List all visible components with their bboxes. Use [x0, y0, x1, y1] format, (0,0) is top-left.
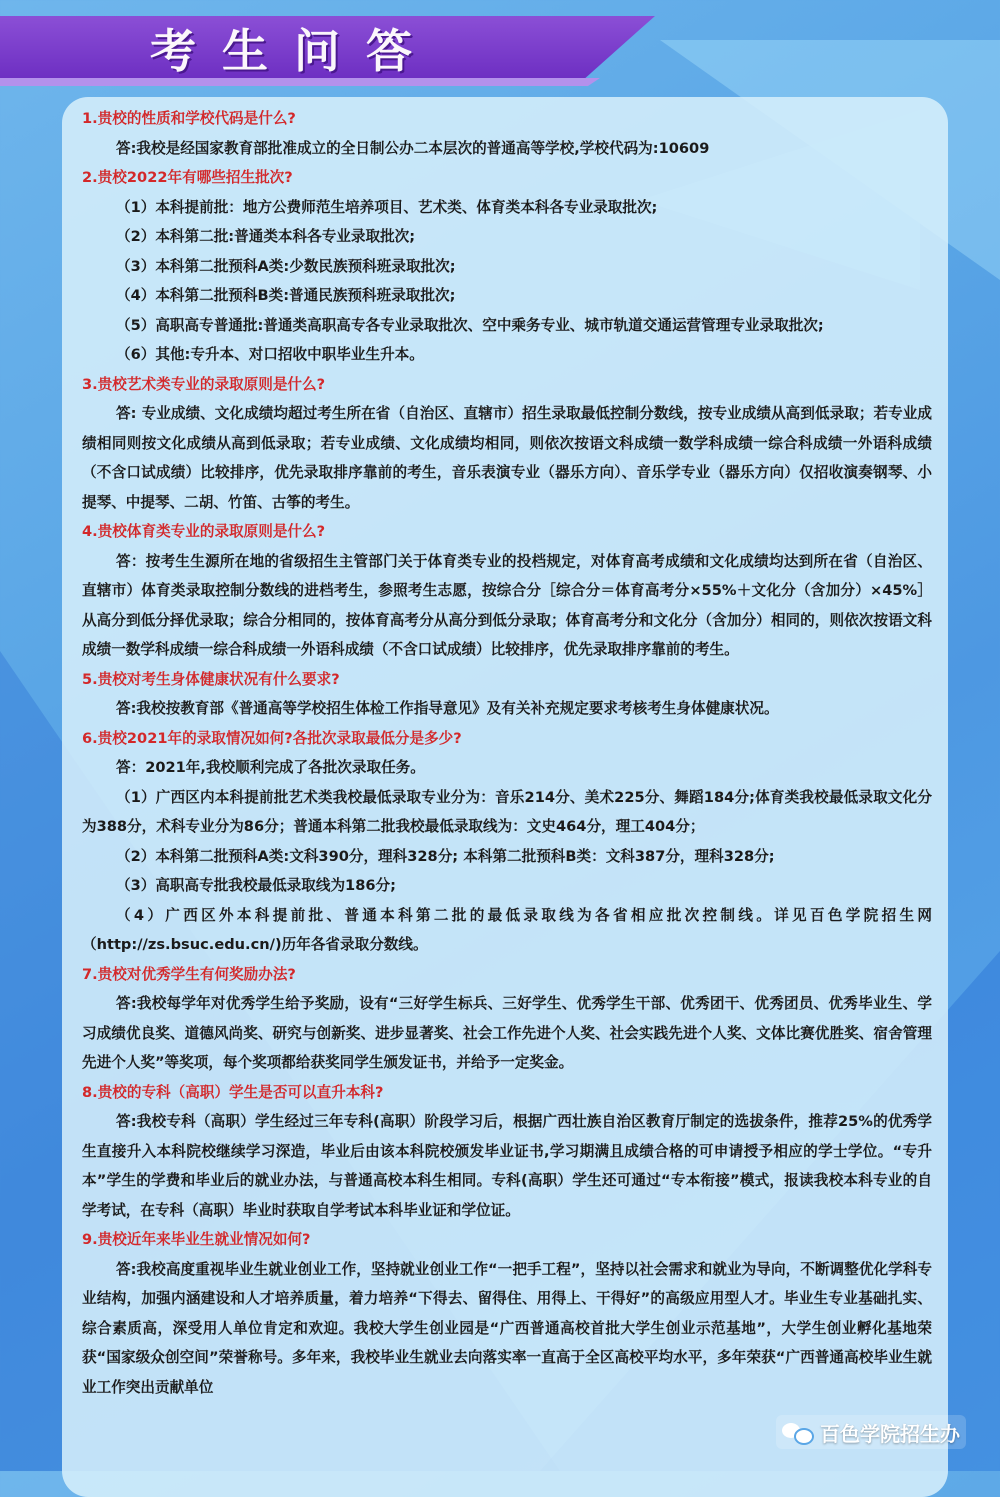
answer-paragraph: 答:我校每学年对优秀学生给予奖励，设有“三好学生标兵、三好学生、优秀学生干部、优秀团干、优秀团员、优秀毕业生、学习成绩优良奖、道德风尚奖、研究与创新奖、进步显著奖、社会工作先进个人奖、社会实践先进个人奖、文体比赛优胜奖、宿舍管理先进个人奖”等奖项，每个奖项都给获奖同学生颁发证书，并给予一定奖金。 — [82, 995, 932, 1071]
question: 4.贵校体育类专业的录取原则是什么? — [82, 523, 326, 540]
answer-paragraph: 答：按考生生源所在地的省级招生主管部门关于体育类专业的投档规定，对体育高考成绩和文化成绩均达到所在省（自治区、直辖市）体育类录取控制分数线的进档考生，参照考生志愿，按综合分［综合分＝体育高考分×55%＋文化分（含加分）×45%］从高分到低分择优录取；综合分相同的，按体育高考分从高分到低分录取；体育高考分和文化分（含加分）相同的，则依次按语文科成绩一数学科成绩一综合科成绩一外语科成绩（不含口试成绩）比较排序，优先录取排序靠前的考生。 — [82, 552, 932, 658]
answer-paragraph: （4）本科第二批预科B类:普通民族预科班录取批次; — [116, 287, 456, 304]
question: 5.贵校对考生身体健康状况有什么要求? — [82, 670, 340, 688]
answer-paragraph: （3）本科第二批预科A类:少数民族预科班录取批次; — [116, 257, 456, 275]
question: 6.贵校2021年的录取情况如何?各批次录取最低分是多少? — [82, 729, 462, 747]
answer-paragraph: 答: 专业成绩、文化成绩均超过考生所在省（自治区、直辖市）招生录取最低控制分数线，按专业成绩从高到低录取；若专业成绩相同则按文化成绩从高到低录取；若专业成绩、文化成绩均相同，则依次按语文科成绩一数学科成绩一综合科成绩一外语科成绩（不含口试成绩）比较排序，优先录取排序靠前的考生，音乐表演专业（器乐方向）、音乐学专业（器乐方向）仅招收演奏钢琴、小提琴、中提琴、二胡、竹笛、古筝的考生。 — [82, 405, 932, 511]
answer-paragraph: （5）高职高专普通批:普通类高职高专各专业录取批次、空中乘务专业、城市轨道交通运营管理专业录取批次; — [116, 316, 824, 334]
answer-paragraph: （3）高职高专批我校最低录取线为186分; — [116, 877, 396, 894]
answer-paragraph: （1）本科提前批：地方公费师范生培养项目、艺术类、体育类本科各专业录取批次; — [116, 198, 658, 216]
question: 8.贵校的专科（高职）学生是否可以直升本科? — [82, 1083, 384, 1101]
answer-paragraph: （2）本科第二批预科A类:文科390分，理科328分; 本科第二批预科B类：文科387分，理科328分; — [116, 847, 775, 865]
answer-paragraph: （4）广西区外本科提前批、普通本科第二批的最低录取线为各省相应批次控制线。详见百色学院招生网（http://zs.bsuc.edu.cn/)历年各省录取分数线。 — [82, 906, 932, 953]
answer-paragraph: 答:我校是经国家教育部批准成立的全日制公办二本层次的普通高等学校,学校代码为:10609 — [116, 139, 710, 157]
question: 1.贵校的性质和学校代码是什么? — [82, 110, 296, 127]
answer-paragraph: （2）本科第二批:普通类本科各专业录取批次; — [116, 228, 416, 245]
question: 7.贵校对优秀学生有何奖励办法? — [82, 965, 296, 983]
answer-paragraph: 答：2021年,我校顺利完成了各批次录取任务。 — [116, 759, 425, 776]
qa-list — [82, 104, 932, 1402]
watermark-text: 百色学院招生办 — [820, 1421, 960, 1446]
answer-paragraph: 答:我校按教育部《普通高等学校招生体检工作指导意见》及有关补充规定要求考核考生身体健康状况。 — [116, 700, 779, 717]
question: 3.贵校艺术类专业的录取原则是什么? — [82, 375, 326, 393]
answer-paragraph: （1）广西区内本科提前批艺术类我校最低录取专业分为：音乐214分、美术225分、舞蹈184分;体育类我校最低录取文化分为388分，术科专业分为86分；普通本科第二批我校最低录取线为：文史464分，理工404分； — [82, 788, 932, 835]
page-title: 考生问答 — [150, 24, 438, 78]
question: 9.贵校近年来毕业生就业情况如何? — [82, 1231, 311, 1248]
answer-paragraph: 答:我校高度重视毕业生就业创业工作，坚持就业创业工作“一把手工程”，坚持以社会需求和就业为导向，不断调整优化学科专业结构，加强内涵建设和人才培养质量，着力培养“下得去、留得住、用得上、干得好”的高级应用型人才。毕业生专业基础扎实、综合素质高，深受用人单位肯定和欢迎。我校大学生创业园是“广西普通高校首批大学生创业示范基地”，大学生创业孵化基地荣获“国家级众创空间”荣誉称号。多年来，我校毕业生就业去向落实率一直高于全区高校平均水平，多年荣获“广西普通高校毕业生就业工作突出贡献单位 — [82, 1260, 932, 1396]
answer-paragraph: 答:我校专科（高职）学生经过三年专科(高职）阶段学习后，根据广西壮族自治区教育厅制定的选拔条件，推荐25%的优秀学生直接升入本科院校继续学习深造，毕业后由该本科院校颁发毕业证书,学习期满且成绩合格的可申请授予相应的学士学位。“专升本”学生的学费和毕业后的就业办法，与普通高校本科生相同。专科(高职）学生还可通过“专本衔接”模式，报读我校本科专业的自学考试，在专科（高职）毕业时获取自学考试本科毕业证和学位证。 — [82, 1113, 932, 1219]
watermark — [776, 1415, 966, 1449]
answer-paragraph: （6）其他:专升本、对口招收中职毕业生升本。 — [116, 346, 424, 363]
question: 2.贵校2022年有哪些招生批次? — [82, 169, 293, 186]
wechat-icon — [782, 1421, 812, 1443]
